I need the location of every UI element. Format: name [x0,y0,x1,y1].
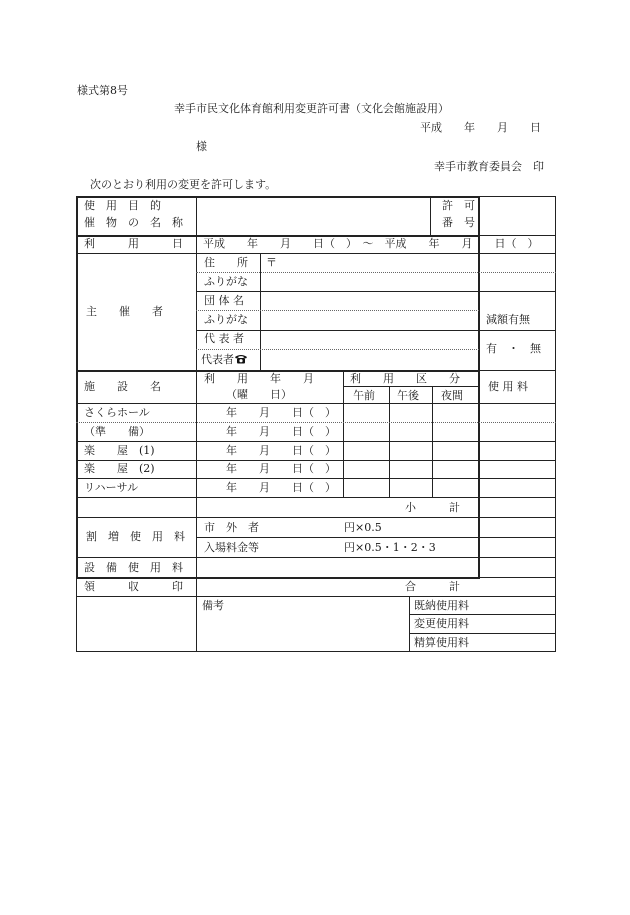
usage-date-header: 利 用 年 月 [204,372,314,385]
surcharge-outside-label: 市 外 者 [204,521,259,534]
furigana-label-rep: ふりがな [204,313,248,326]
usage-period-label: 利 用 日 [84,237,183,250]
address-label: 住 所 [204,256,248,269]
changed-fee-label: 変更使用料 [414,617,469,630]
usage-weekday-header: （曜 日） [226,388,292,401]
remarks-label: 備考 [202,599,224,612]
usage-period-value[interactable]: 平成 年 月 日（ ） 〜 平成 年 月 日（ ） [203,237,539,250]
permit-number-label: 番 号 [442,216,475,229]
facility-row-date[interactable]: 年 月 日（ ） [226,425,336,438]
postal-mark: 〒 [266,256,277,269]
permit-number-field[interactable] [481,198,554,234]
facility-row-name: 楽 屋 (1) [84,444,155,457]
facility-row-date[interactable]: 年 月 日（ ） [226,406,336,419]
rep-furigana-field[interactable] [262,312,476,328]
facility-row-date[interactable]: 年 月 日（ ） [226,462,336,475]
date-line: 平成 年 月 日 [420,121,541,134]
rep-phone-field[interactable] [262,351,476,368]
document-title: 幸手市民文化体育館利用変更許可書（文化会館施設用） [174,102,449,115]
facility-row-date[interactable]: 年 月 日（ ） [226,481,336,494]
discount-label: 減額有無 [486,313,530,326]
intro-text: 次のとおり利用の変更を許可します。 [90,178,277,191]
group-name-field[interactable] [262,293,554,309]
receipt-stamp-label: 領 収 印 [84,580,183,593]
event-name-label: 催 物 の 名 称 [84,216,183,229]
settled-fee-label: 精算使用料 [414,636,469,649]
form-number: 様式第8号 [77,84,128,97]
afternoon-header: 午後 [397,389,419,402]
surcharge-outside-rate: 円×0.5 [344,521,382,534]
surcharge-admission-rate: 円×0.5・1・2・3 [344,541,436,554]
furigana-label-group: ふりがな [204,275,248,288]
addressee-suffix: 様 [196,140,207,153]
subtotal-field[interactable] [481,499,554,516]
group-furigana-field[interactable] [262,274,554,290]
group-name-label: 団 体 名 [204,294,244,307]
representative-field[interactable] [262,331,476,347]
address-field[interactable] [278,255,554,271]
purpose-field[interactable] [198,198,428,234]
representative-label: 代 表 者 [204,332,244,345]
facility-row-name: （準 備） [84,425,150,438]
usage-fee-header: 使 用 料 [488,380,528,393]
equipment-fee-label: 設 備 使 用 料 [84,561,183,574]
total-label: 合 計 [405,580,460,593]
organizer-label: 主 催 者 [86,305,163,318]
facility-name-header: 施 設 名 [84,380,161,393]
surcharge-label: 割 増 使 用 料 [86,530,185,543]
phone-icon [234,353,248,364]
remarks-field[interactable] [198,613,406,649]
subtotal-label: 小 計 [405,501,460,514]
discount-choice[interactable]: 有 ・ 無 [486,342,541,355]
facility-row-name: リハーサル [84,481,139,494]
purpose-label: 使 用 目 的 [84,199,161,212]
night-header: 夜間 [441,389,463,402]
permit-label: 許 可 [442,199,475,212]
facility-row-name: 楽 屋 (2) [84,462,155,475]
usage-section-header: 利 用 区 分 [350,372,460,385]
paid-fee-label: 既納使用料 [414,599,469,612]
issuer: 幸手市教育委員会 印 [434,160,544,173]
rep-phone-label: 代表者 [201,353,248,367]
morning-header: 午前 [353,389,375,402]
facility-row-name: さくらホール [84,406,150,419]
surcharge-admission-label: 入場料金等 [204,541,259,554]
facility-row-date[interactable]: 年 月 日（ ） [226,444,336,457]
